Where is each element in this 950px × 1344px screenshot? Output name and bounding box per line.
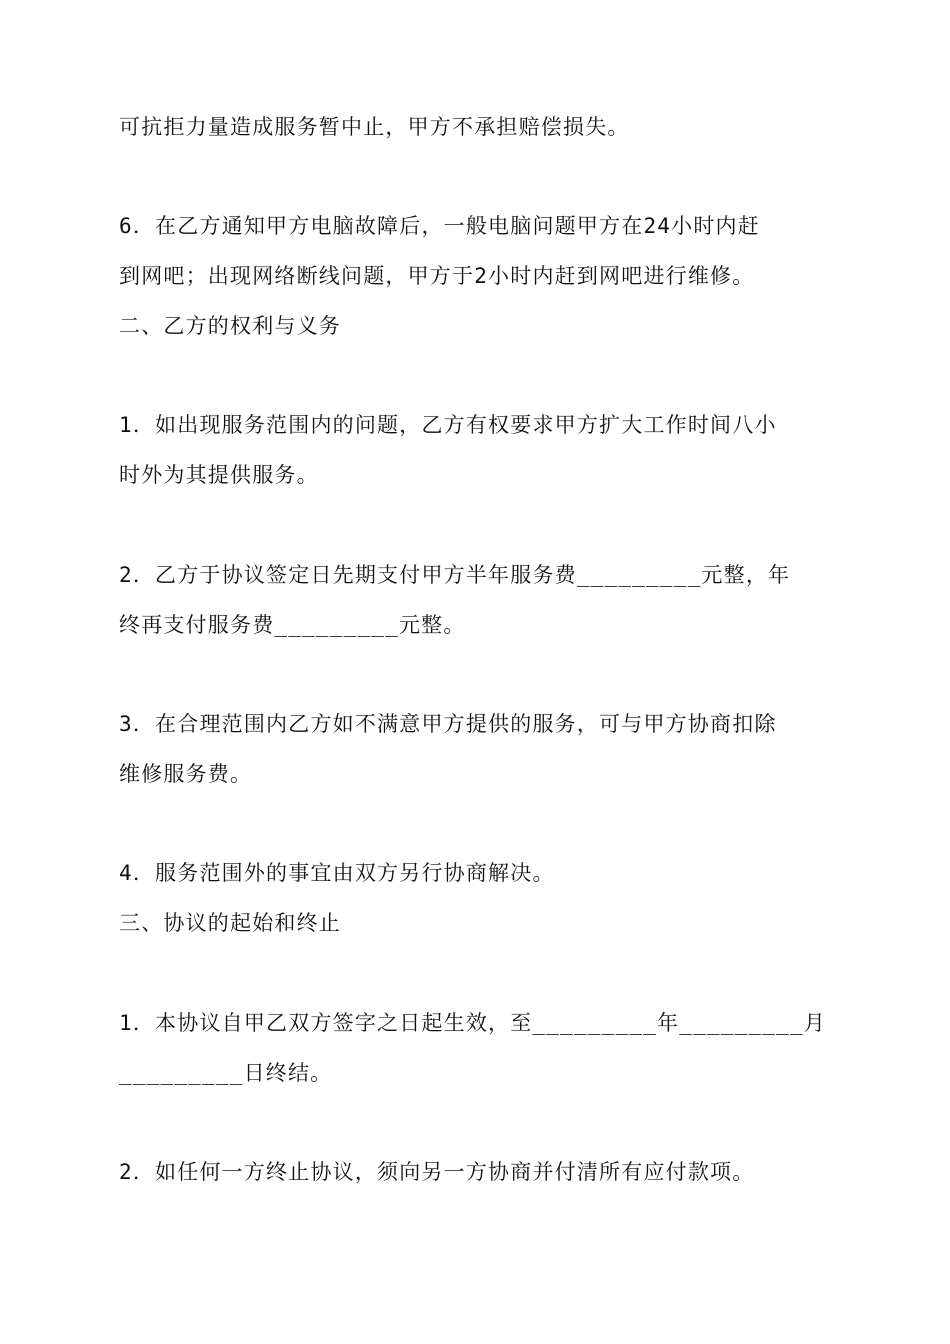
- clause-c1-line-1: 1．本协议自甲乙双方签字之日起生效，至_________年_________月: [119, 1011, 827, 1035]
- clause-b3-line-2: 维修服务费。: [119, 762, 253, 786]
- clause-b2-line-2: 终再支付服务费_________元整。: [119, 613, 466, 637]
- clause-b4-line: 4．服务范围外的事宜由双方另行协商解决。: [119, 861, 555, 885]
- clause-b1-line-2: 时外为其提供服务。: [119, 463, 319, 487]
- section-heading-term: 三、协议的起始和终止: [119, 911, 341, 935]
- section-heading-party-b-rights: 二、乙方的权利与义务: [119, 314, 341, 338]
- clause-b1-line-1: 1．如出现服务范围内的问题，乙方有权要求甲方扩大工作时间八小: [119, 413, 777, 437]
- clause-b2-line-1: 2．乙方于协议签定日先期支付甲方半年服务费_________元整，年: [119, 563, 791, 587]
- clause-c2-line: 2．如任何一方终止协议，须向另一方协商并付清所有应付款项。: [119, 1160, 755, 1184]
- text-line-force-majeure: 可抗拒力量造成服务暂中止，甲方不承担赔偿损失。: [119, 115, 630, 139]
- clause-b3-line-1: 3．在合理范围内乙方如不满意甲方提供的服务，可与甲方协商扣除: [119, 712, 777, 736]
- clause-c1-line-2: _________日终结。: [119, 1061, 333, 1085]
- clause-6-line-2: 到网吧；出现网络断线问题，甲方于2小时内赶到网吧进行维修。: [119, 264, 755, 288]
- clause-6-line-1: 6．在乙方通知甲方电脑故障后，一般电脑问题甲方在24小时内赶: [119, 214, 760, 238]
